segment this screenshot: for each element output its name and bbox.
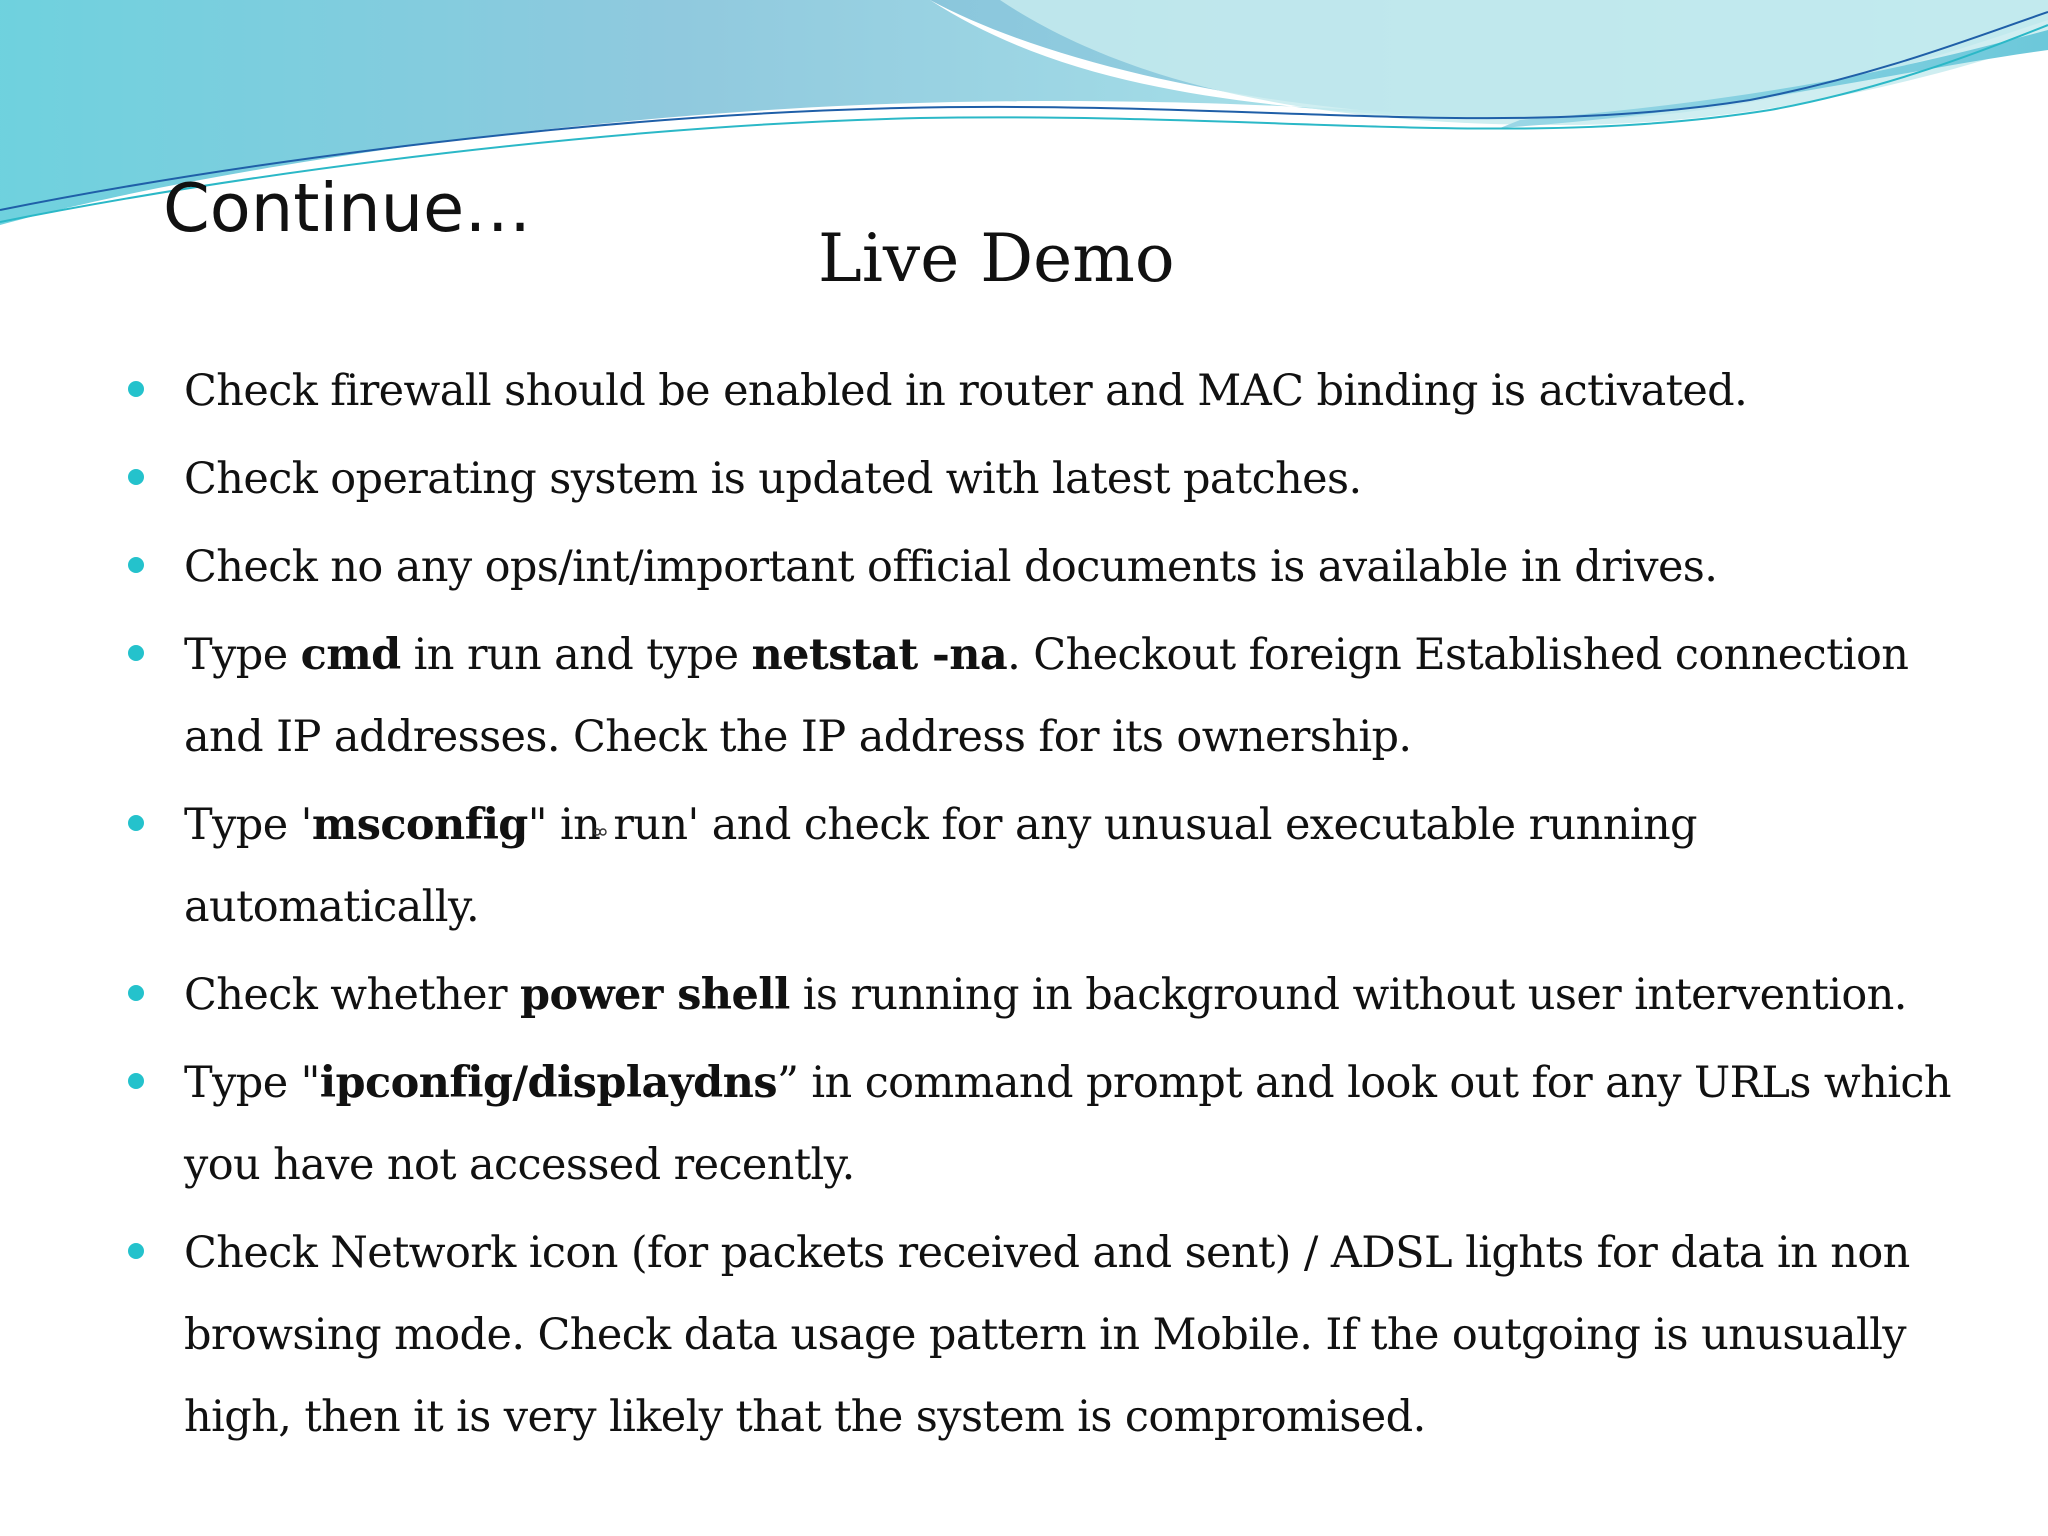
bullet-text: Check Network icon (for packets received and sent) / ADSL lights for data in non browsing mode. Check data usage pattern in Mobile. If the outgoing is unusually high, then it is very likely that the system is compromised. bbox=[184, 1228, 1910, 1442]
bullet-item-1 bbox=[120, 350, 1960, 432]
bullet-item-8 bbox=[120, 1212, 1960, 1458]
bullet-text: Check firewall should be enabled in router and MAC binding is activated. bbox=[184, 366, 1748, 416]
bullet-text: Check no any ops/int/important official documents is available in drives. bbox=[184, 542, 1718, 592]
command-msconfig: msconfig bbox=[311, 800, 528, 850]
bullet-item-6 bbox=[120, 954, 1960, 1036]
bullet-text: Check operating system is updated with latest patches. bbox=[184, 454, 1362, 504]
wave-right-light bbox=[1000, 0, 2048, 125]
command-netstat: netstat -na bbox=[751, 630, 1008, 680]
bullet-dot-icon bbox=[128, 381, 144, 397]
bullet-dot-icon bbox=[128, 469, 144, 485]
bullet-item-3 bbox=[120, 526, 1960, 608]
bullet-dot-icon bbox=[128, 645, 144, 661]
bullet-dot-icon bbox=[128, 557, 144, 573]
command-power-shell: power shell bbox=[520, 970, 790, 1020]
bullet-dot-icon bbox=[128, 815, 144, 831]
bullet-text: Type 'msconfig" in run' and check for any unusual executable running automatically. bbox=[184, 800, 1697, 932]
bullet-item-7 bbox=[120, 1042, 1960, 1206]
bullet-dot-icon bbox=[128, 1243, 144, 1259]
bullet-item-4 bbox=[120, 614, 1960, 778]
slide-subtitle: Live Demo bbox=[818, 220, 1175, 297]
command-cmd: cmd bbox=[300, 630, 401, 680]
bullet-item-2 bbox=[120, 438, 1960, 520]
bullet-text: Type "ipconfig/displaydns” in command prompt and look out for any URLs which you have not accessed recently. bbox=[184, 1058, 1951, 1190]
bullet-dot-icon bbox=[128, 985, 144, 1001]
bullet-text: Type cmd in run and type netstat -na. Checkout foreign Established connection and IP addresses. Check the IP address for its ownership. bbox=[184, 630, 1909, 762]
command-ipconfig: ipconfig/displaydns bbox=[319, 1058, 777, 1108]
bullet-dot-icon bbox=[128, 1073, 144, 1089]
cursor-mark-icon bbox=[593, 825, 607, 837]
bullet-list bbox=[120, 350, 1960, 1464]
slide-title: Continue… bbox=[163, 169, 532, 247]
bullet-text: Check whether power shell is running in background without user intervention. bbox=[184, 970, 1907, 1020]
bullet-item-5 bbox=[120, 784, 1960, 948]
